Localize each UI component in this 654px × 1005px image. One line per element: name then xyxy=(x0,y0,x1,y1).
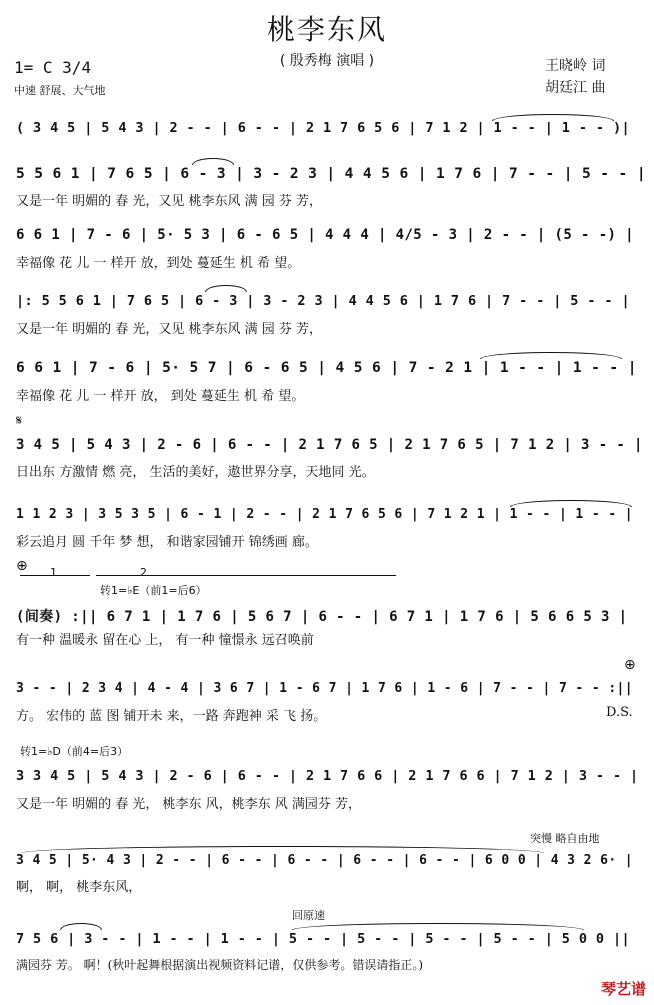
coda-mark: ⊕ xyxy=(16,558,28,574)
lyrics-2: 又是一年 明媚的 春 光，又见 桃李东风 满 园 芬 芳， xyxy=(16,194,323,209)
tempo-change-label: 突慢 略自由地 xyxy=(530,832,600,845)
tie xyxy=(60,923,102,930)
key-label: 1= C xyxy=(14,58,53,77)
notes-7: 1 1 2 3 | 3 5 3 5 | 6 - 1 | 2 - - | 2 1 7 6 5 6 | 7 1 2 1 | 1 - - | 1 - - | xyxy=(16,507,633,522)
lyrics-4: 又是一年 明媚的 春 光，又见 桃李东风 满 园 芬 芳， xyxy=(16,322,323,337)
notes-8: (间奏) :|| 6 7 1 | 1 7 6 | 5 6 7 | 6 - - | 6 7 1 | 1 7 6 | 5 6 6 5 3 | xyxy=(16,609,628,625)
tie xyxy=(205,285,247,292)
lyrics-7: 彩云追月 圆 千年 梦 想， 和谐家园铺开 锦绣画 廊。 xyxy=(16,535,318,550)
tempo-marking: 中速 舒展、大气地 xyxy=(14,84,106,97)
lyrics-9: 方。 宏伟的 蓝 图 铺开未 来，一路 奔跑神 采 飞 扬。 xyxy=(16,709,327,724)
lyrics-5: 幸福像 花 儿 一 样开 放， 到处 蔓延生 机 希 望。 xyxy=(16,389,305,404)
tie xyxy=(292,923,584,930)
lyrics-8: 有一种 温暖永 留在心 上， 有一种 憧憬永 远召唤前 xyxy=(16,633,314,648)
modulation-label: 转1=♭E（前1=后6） xyxy=(100,584,207,597)
site-logo: 琴艺谱 xyxy=(600,980,646,998)
notes-5: 6 6 1 | 7 - 6 | 5· 5 7 | 6 - 6 5 | 4 5 6 | 7 - 2 1 | 1 - - | 1 - - | xyxy=(16,360,637,376)
segno-mark: 𝄋 xyxy=(16,413,23,429)
lyricist-credit: 王晓岭 词 xyxy=(545,58,606,74)
tie xyxy=(22,846,544,853)
notes-11: 3 4 5 | 5· 4 3 | 2 - - | 6 - - | 6 - - | 6 - - | 6 - - | 6 0 0 | 4 3 2 6· | xyxy=(16,853,633,868)
lyrics-3: 幸福像 花 儿 一 样开 放，到处 蔓延生 机 希 望。 xyxy=(16,256,301,271)
ds-mark: D.S. xyxy=(606,705,633,720)
composer-credit: 胡廷江 曲 xyxy=(545,80,606,96)
notes-6: 3 4 5 | 5 4 3 | 2 - 6 | 6 - - | 2 1 7 6 5 | 2 1 7 6 5 | 7 1 2 | 3 - - | xyxy=(16,437,643,453)
notes-1: ( 3 4 5 | 5 4 3 | 2 - - | 6 - - | 2 1 7 6 5 6 | 7 1 2 | 1 - - | 1 - - )| xyxy=(16,120,630,136)
a-tempo-label: 回原速 xyxy=(292,909,325,922)
notes-12: 7 5 6 | 3 - - | 1 - - | 1 - - | 5 - - | 5 - - | 5 - - | 5 - - | 5 0 0 || xyxy=(16,931,630,947)
ending-2-number: 2 xyxy=(140,566,147,579)
tie xyxy=(492,114,614,121)
lyrics-11: 啊， 啊， 桃李东风， xyxy=(16,880,142,895)
key-signature xyxy=(14,58,91,77)
lyrics-10: 又是一年 明媚的 春 光， 桃李东 风，桃李东 风 满园芬 芳， xyxy=(16,797,362,812)
singer-credit: ( 殷秀梅 演唱 ) xyxy=(279,53,375,69)
notes-2: 5 5 6 1 | 7 6 5 | 6 - 3 | 3 - 2 3 | 4 4 5 6 | 1 7 6 | 7 - - | 5 - - | xyxy=(16,166,646,182)
notes-3: 6 6 1 | 7 - 6 | 5· 5 3 | 6 - 6 5 | 4 4 4 | 4/5 - 3 | 2 - - | (5 - -) | xyxy=(16,227,635,243)
time-signature: 3/4 xyxy=(62,58,92,77)
coda-mark: ⊕ xyxy=(624,657,636,673)
song-title: 桃李东风 xyxy=(266,13,387,46)
notes-10: 3 3 4 5 | 5 4 3 | 2 - 6 | 6 - - | 2 1 7 6 6 | 2 1 7 6 6 | 7 1 2 | 3 - - | xyxy=(16,768,639,784)
modulation-label: 转1=♭D（前4=后3） xyxy=(20,745,129,758)
tie xyxy=(510,500,632,507)
notes-4: |: 5 5 6 1 | 7 6 5 | 6 - 3 | 3 - 2 3 | 4 4 5 6 | 1 7 6 | 7 - - | 5 - - | xyxy=(16,293,630,309)
lyrics-6: 日出东 方激情 燃 亮， 生活的美好，遨世界分享，天地同 光。 xyxy=(16,465,375,480)
tie xyxy=(480,352,622,359)
tie xyxy=(192,158,234,165)
notes-9: 3 - - | 2 3 4 | 4 - 4 | 3 6 7 | 1 - 6 7 | 1 7 6 | 1 - 6 | 7 - - | 7 - - :|| xyxy=(16,681,633,696)
ending-1-number: 1 xyxy=(50,566,57,579)
lyrics-12: 满园芬 芳。 啊！(秋叶起舞根据演出视频资料记谱，仅供参考。错误请指正。) xyxy=(16,958,423,972)
